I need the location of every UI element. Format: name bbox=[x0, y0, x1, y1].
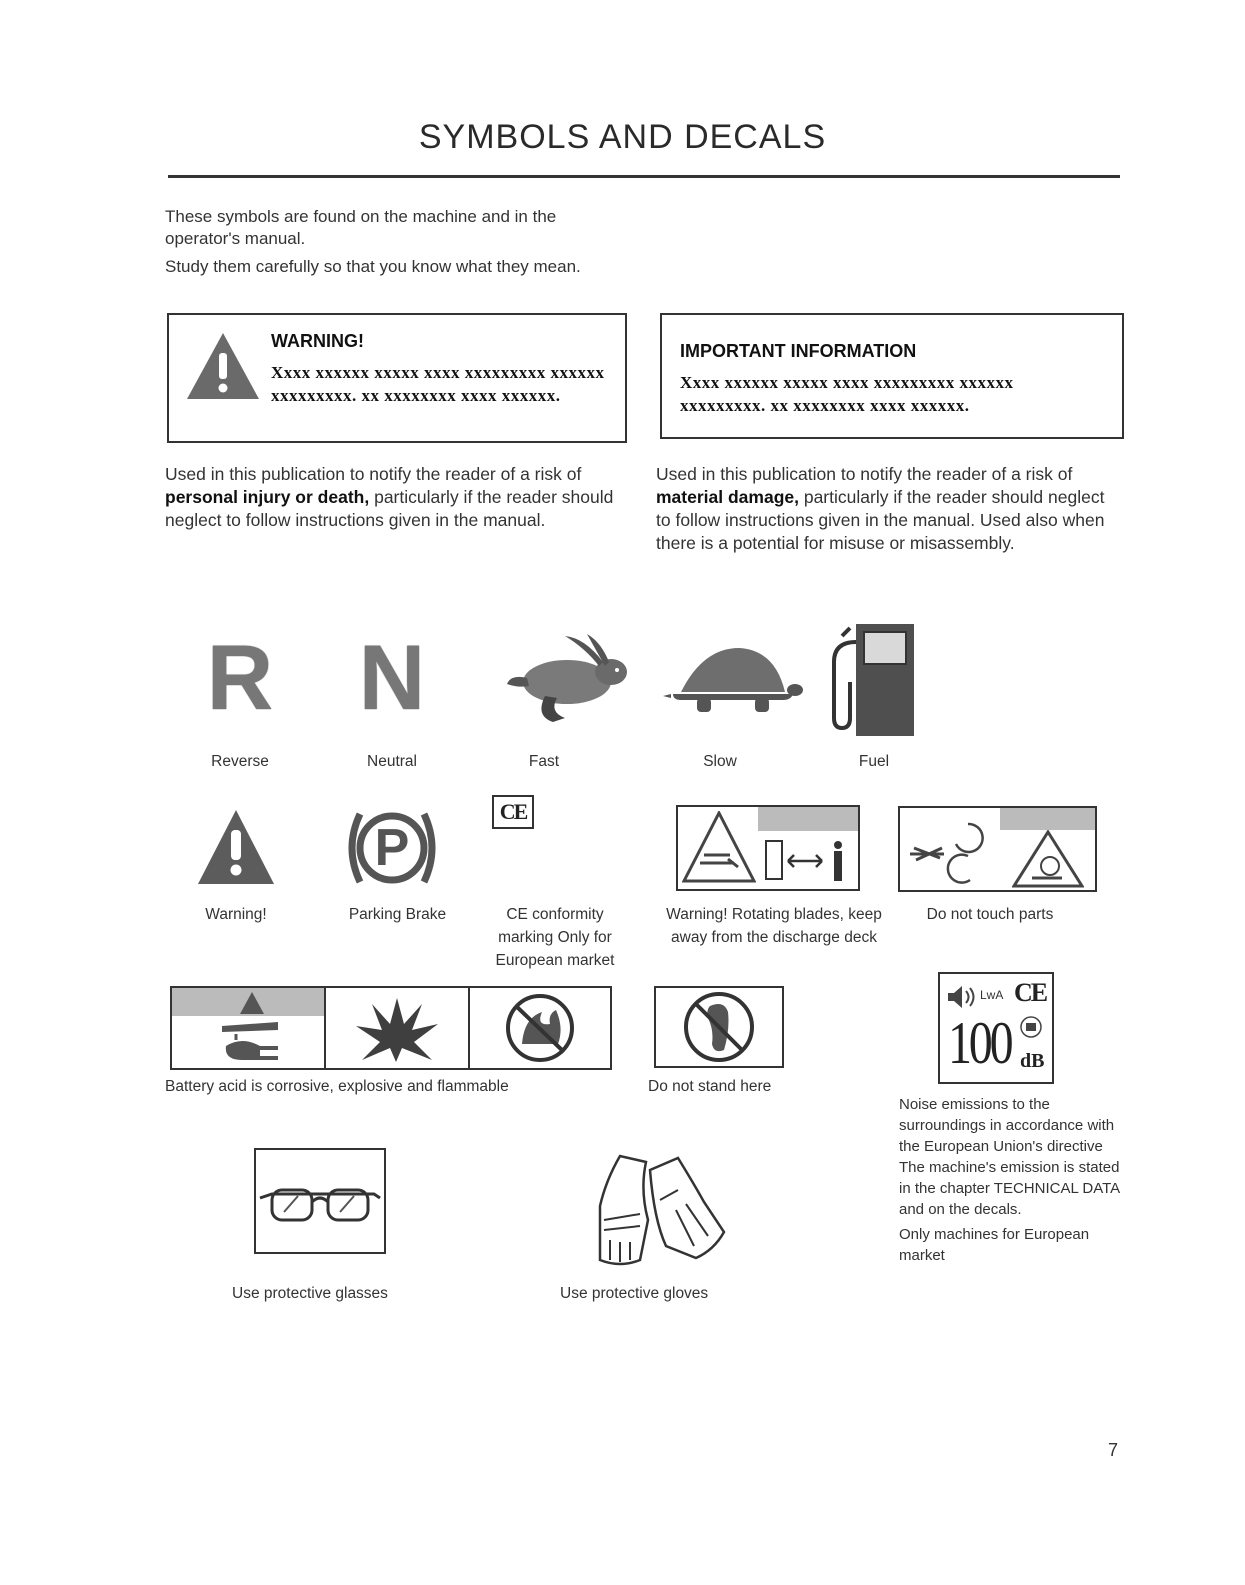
warning-description: Used in this publication to notify the reader of a risk of personal injury or death, particularly if the reader should neglect to follow instructions given in the manual. bbox=[165, 464, 614, 530]
noise-unit: dB bbox=[1020, 1050, 1045, 1072]
do-not-touch-decal bbox=[898, 806, 1097, 892]
intro-text bbox=[165, 206, 635, 284]
warning-label: Warning! bbox=[205, 906, 267, 923]
warning-icon bbox=[196, 808, 276, 886]
intro-line-1: These symbols are found on the machine and in the operator's manual. bbox=[165, 207, 557, 248]
explosive-icon bbox=[352, 994, 442, 1064]
info-box-body: Xxxx xxxxxx xxxxx xxxx xxxxxxxxx xxxxxx xxxxxxxxx. xx xxxxxxxx xxxx xxxxxx. bbox=[680, 373, 1014, 415]
noise-label: Noise emissions to the surroundings in accordance with the European Union's directive The machine's emission is stated in the chapter TECHNICAL DATA and on the decals. bbox=[899, 1096, 1120, 1218]
turtle-icon bbox=[663, 642, 803, 716]
reverse-glyph: R bbox=[206, 627, 274, 729]
do-not-stand-decal bbox=[654, 986, 784, 1068]
noise-value: 100 bbox=[948, 1010, 1011, 1076]
ce-mark-symbol bbox=[492, 795, 534, 829]
protective-glasses-decal bbox=[254, 1148, 386, 1254]
noise-label-2: Only machines for European market bbox=[899, 1226, 1090, 1264]
sound-speaker-icon bbox=[944, 982, 978, 1012]
ce-glyph: CE bbox=[499, 799, 527, 824]
parking-brake-glyph: P bbox=[374, 819, 410, 877]
neutral-symbol bbox=[355, 627, 429, 729]
mower-noise-icon bbox=[1020, 1016, 1042, 1038]
rabbit-icon bbox=[505, 632, 630, 724]
info-box-title: IMPORTANT INFORMATION bbox=[680, 341, 917, 361]
slow-label: Slow bbox=[703, 753, 737, 770]
ce-label: CE conformity marking Only for European market bbox=[495, 906, 615, 969]
info-description: Used in this publication to notify the reader of a risk of material damage, particularly if the reader should neglect to follow instructions given in the manual. Used also when there is a potential for misuse or misassembly. bbox=[656, 464, 1105, 553]
noise-emission-decal bbox=[938, 972, 1054, 1084]
battery-decal bbox=[170, 986, 612, 1070]
flammable-icon bbox=[502, 992, 578, 1064]
blade-hazard-icon bbox=[682, 811, 756, 885]
glasses-label: Use protective glasses bbox=[232, 1285, 388, 1302]
rotating-blades-decal bbox=[676, 805, 860, 891]
do-not-touch-label: Do not touch parts bbox=[926, 906, 1054, 923]
battery-label: Battery acid is corrosive, explosive and flammable bbox=[165, 1078, 509, 1095]
page-number: 7 bbox=[1107, 1440, 1118, 1460]
noise-ce-glyph: CE bbox=[1014, 978, 1047, 1007]
corrosive-acid-icon bbox=[202, 990, 302, 1066]
hand-hazard-triangle-icon bbox=[1012, 830, 1084, 888]
fuel-pump-icon bbox=[828, 622, 918, 738]
fast-label: Fast bbox=[528, 753, 560, 770]
gloves-label: Use protective gloves bbox=[560, 1285, 709, 1302]
do-not-stand-label: Do not stand here bbox=[648, 1078, 772, 1095]
warning-desc-emphasis: personal injury or death, bbox=[165, 487, 370, 507]
important-info-box bbox=[660, 313, 1124, 439]
warning-triangle-icon bbox=[185, 331, 261, 401]
warning-box bbox=[167, 313, 627, 443]
page-title: SYMBOLS AND DECALS bbox=[418, 118, 827, 156]
parking-brake-symbol bbox=[342, 806, 442, 890]
safety-glasses-icon bbox=[258, 1180, 382, 1224]
no-touch-hand-icon bbox=[904, 814, 994, 886]
intro-line-2: Study them carefully so that you know what they mean. bbox=[165, 257, 581, 276]
warning-box-title: WARNING! bbox=[271, 331, 364, 351]
reverse-symbol bbox=[203, 627, 277, 729]
title-rule bbox=[168, 175, 1120, 178]
fuel-label: Fuel bbox=[858, 753, 890, 770]
noise-description bbox=[899, 1094, 1124, 1266]
protective-gloves-icon bbox=[590, 1150, 730, 1268]
parking-brake-label: Parking Brake bbox=[348, 906, 447, 923]
warning-box-body: Xxxx xxxxxx xxxxx xxxx xxxxxxxxx xxxxxx xxxxxxxxx. xx xxxxxxxx xxxx xxxxxx. bbox=[271, 363, 605, 405]
info-desc-emphasis: material damage, bbox=[656, 487, 799, 507]
reverse-label: Reverse bbox=[211, 753, 269, 770]
neutral-label: Neutral bbox=[367, 753, 417, 770]
lwa-label: LwA bbox=[980, 988, 1004, 1002]
rotating-blades-label: Warning! Rotating blades, keep away from the discharge deck bbox=[666, 906, 882, 946]
neutral-glyph: N bbox=[358, 627, 426, 729]
keep-distance-icon bbox=[764, 837, 854, 885]
no-foot-icon bbox=[682, 990, 756, 1064]
